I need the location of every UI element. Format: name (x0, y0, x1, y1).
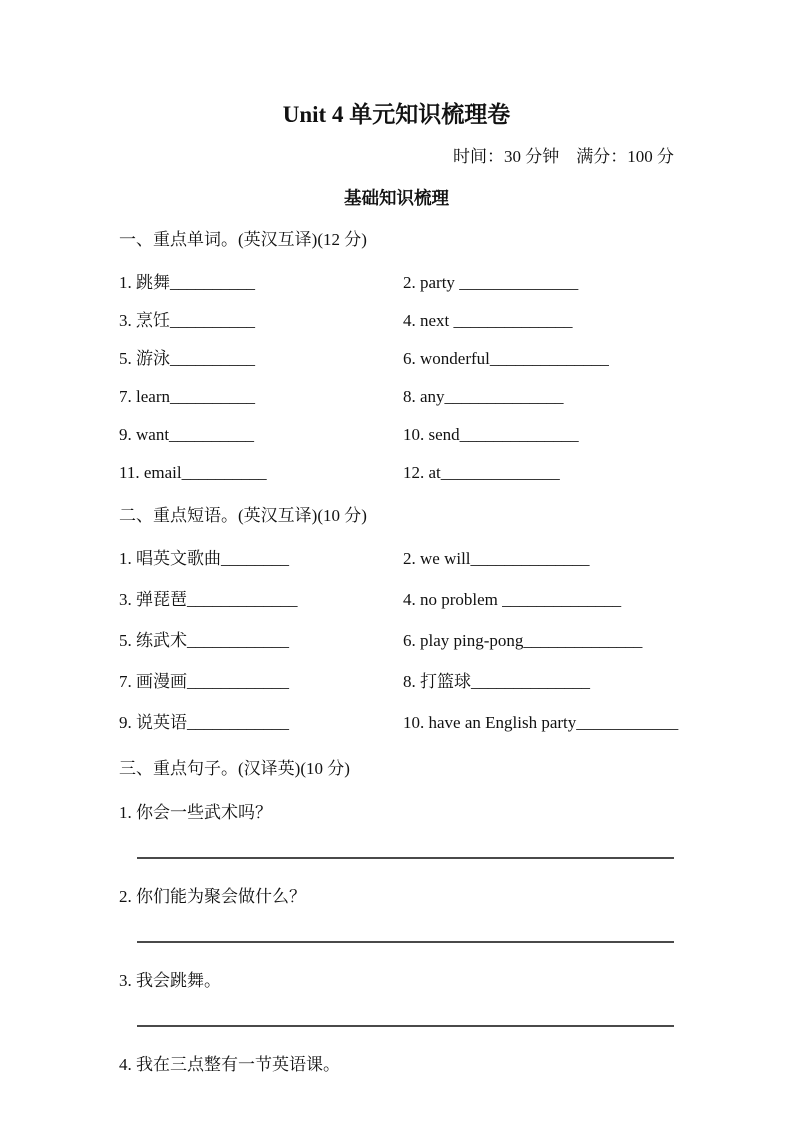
answer-blank: ______________ (471, 672, 590, 691)
section1-heading: 一、重点单词。(英汉互译)(12 分) (119, 230, 367, 249)
item-label: 4. no problem (403, 590, 498, 609)
phrase-item (403, 548, 678, 570)
answer-blank: ______________ (454, 273, 579, 292)
item-label: 7. 画漫画 (119, 672, 187, 691)
phrase-item (119, 712, 403, 734)
phrase-item (403, 712, 678, 734)
section-subtitle: 基础知识梳理 (344, 188, 449, 208)
phrase-item (119, 630, 403, 652)
answer-blank: ______________ (497, 590, 622, 609)
question-label: 2. 你们能为聚会做什么？ (119, 887, 306, 906)
item-label: 9. 说英语 (119, 713, 187, 732)
word-item (403, 272, 674, 294)
answer-blank: ______________ (440, 463, 560, 482)
question-label: 3. 我会跳舞。 (119, 971, 221, 990)
item-label: 5. 游泳 (119, 349, 170, 368)
answer-blank: ____________ (187, 672, 289, 691)
answer-blank: ______________ (489, 349, 609, 368)
section1-items (119, 272, 674, 500)
word-item (119, 272, 403, 294)
item-label: 3. 弹琵琶 (119, 590, 187, 609)
phrase-item (403, 589, 678, 611)
word-item (403, 348, 674, 370)
word-item (403, 424, 674, 446)
answer-blank: _____________ (187, 590, 298, 609)
item-label: 6. play ping-pong (403, 631, 524, 650)
item-label: 10. have an English party (403, 713, 577, 732)
item-label: 3. 烹饪 (119, 311, 170, 330)
phrase-item (119, 548, 403, 570)
item-label: 9. want (119, 425, 170, 444)
item-label: 6. wonderful (403, 349, 490, 368)
word-item (119, 386, 403, 408)
exam-meta: 时间：30 分钟 满分：100 分 (453, 147, 674, 166)
answer-blank: ____________ (187, 713, 289, 732)
word-item (119, 462, 403, 484)
item-label: 4. next (403, 311, 454, 330)
answer-line (137, 941, 674, 943)
section2-items (119, 548, 679, 753)
answer-line (137, 857, 674, 859)
item-label: 1. 跳舞 (119, 273, 170, 292)
section3-heading: 三、重点句子。(汉译英)(10 分) (119, 759, 350, 778)
question-label: 1. 你会一些武术吗？ (119, 803, 272, 822)
answer-blank: ____________ (576, 713, 679, 732)
phrase-item (403, 671, 678, 693)
answer-blank: __________ (181, 463, 267, 482)
answer-line (137, 1025, 674, 1027)
item-label: 2. we will (403, 549, 471, 568)
answer-blank: __________ (169, 425, 255, 444)
page-title: Unit 4 单元知识梳理卷 (282, 102, 511, 127)
answer-blank: __________ (170, 311, 255, 330)
answer-blank: ______________ (459, 425, 579, 444)
word-item (403, 462, 674, 484)
item-label: 8. 打篮球 (403, 672, 471, 691)
phrase-item (119, 589, 403, 611)
word-item (119, 310, 403, 332)
answer-blank: __________ (170, 349, 255, 368)
word-item (403, 310, 674, 332)
question-label: 4. 我在三点整有一节英语课。 (119, 1055, 340, 1074)
answer-blank: ______________ (523, 631, 643, 650)
answer-blank: ______________ (453, 311, 573, 330)
item-label: 8. any (403, 387, 445, 406)
item-label: 11. email (119, 463, 182, 482)
item-label: 1. 唱英文歌曲 (119, 549, 221, 568)
item-label: 7. learn (119, 387, 170, 406)
word-item (119, 348, 403, 370)
section2-heading: 二、重点短语。(英汉互译)(10 分) (119, 506, 367, 525)
section3 (119, 757, 674, 1077)
answer-blank: ______________ (444, 387, 564, 406)
sentence-item (119, 885, 674, 943)
answer-blank: ______________ (470, 549, 590, 568)
sentence-item (119, 801, 674, 859)
answer-blank: __________ (170, 273, 255, 292)
sentence-item (119, 969, 674, 1027)
item-label: 2. party (403, 273, 455, 292)
phrase-item (403, 630, 678, 652)
phrase-item (119, 671, 403, 693)
sentence-item (119, 1053, 674, 1077)
answer-blank: ________ (221, 549, 289, 568)
word-item (403, 386, 674, 408)
item-label: 10. send (403, 425, 460, 444)
item-label: 5. 练武术 (119, 631, 187, 650)
answer-blank: __________ (169, 387, 255, 406)
answer-blank: ____________ (187, 631, 289, 650)
word-item (119, 424, 403, 446)
item-label: 12. at (403, 463, 441, 482)
